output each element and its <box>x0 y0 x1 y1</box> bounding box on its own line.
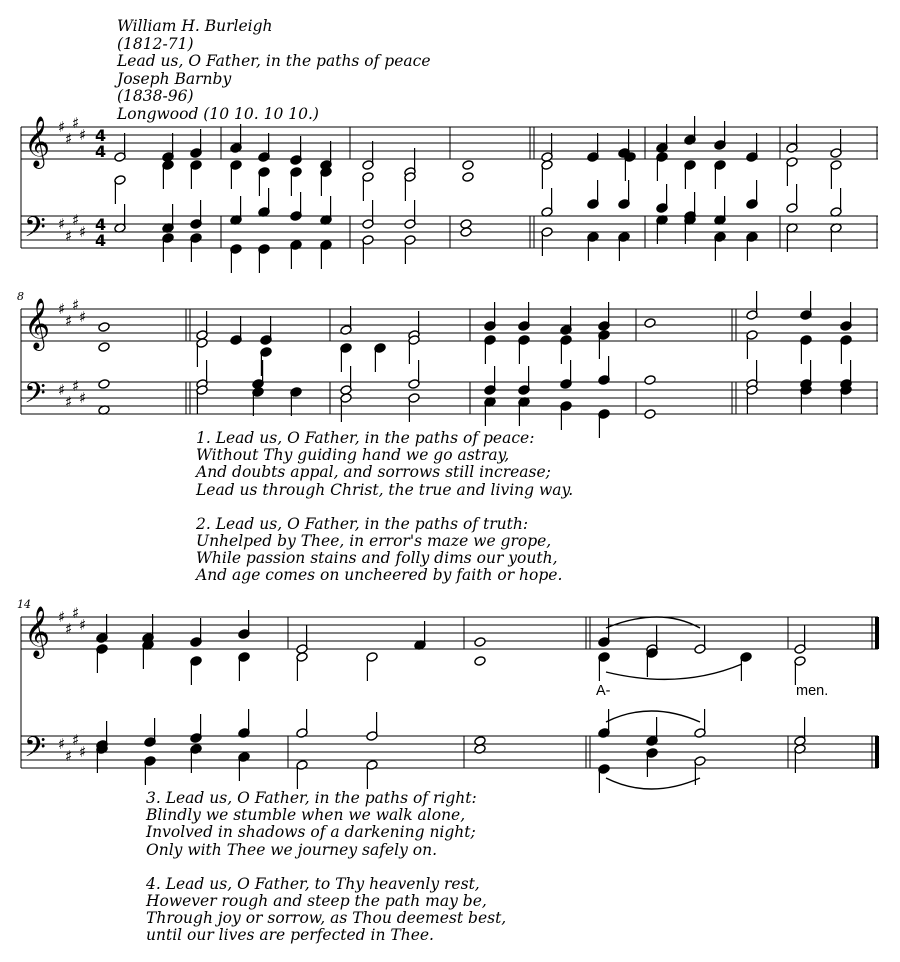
key-signature-sharp-icon: ♯ <box>58 300 66 318</box>
verse-line: And doubts appal, and sorrows still increase; <box>196 463 551 482</box>
time-signature-top: 4 <box>95 215 107 234</box>
lyric-amen-1: A- <box>596 683 611 699</box>
verse-line: 1. Lead us, O Father, in the paths of peace: <box>196 429 535 447</box>
key-signature-sharp-icon: ♯ <box>58 608 66 626</box>
measure-number-8: 8 <box>17 290 24 303</box>
verse-line: Blindly we stumble when we walk alone, <box>146 806 466 825</box>
treble-clef-icon: 𝄞 <box>24 298 51 349</box>
verse-line: 2. Lead us, O Father, in the paths of truth: <box>196 514 529 533</box>
key-signature-sharp-icon: ♯ <box>65 312 73 330</box>
note-head <box>462 172 474 183</box>
note-head <box>98 379 110 390</box>
author-dates: (1812-71) <box>117 34 194 53</box>
verse-line: until our lives are perfected in Thee. <box>146 926 434 945</box>
key-signature-sharp-icon: ♯ <box>58 381 66 399</box>
key-signature-sharp-icon: ♯ <box>79 308 87 326</box>
note-head <box>644 318 656 329</box>
key-signature-sharp-icon: ♯ <box>72 296 80 314</box>
time-signature-bottom: 4 <box>95 231 107 250</box>
key-signature-sharp-icon: ♯ <box>72 377 80 395</box>
bass-clef-icon: 𝄢 <box>24 211 46 251</box>
verses-1-2 <box>196 430 573 585</box>
key-signature-sharp-icon: ♯ <box>65 747 73 765</box>
verse-line: And age comes on uncheered by faith or hope. <box>196 566 563 585</box>
verses-3-4 <box>146 790 506 945</box>
key-signature-sharp-icon: ♯ <box>79 616 87 634</box>
key-signature-sharp-icon: ♯ <box>72 211 80 229</box>
verse-line: Involved in shadows of a darkening night; <box>146 823 476 842</box>
key-signature-sharp-icon: ♯ <box>58 215 66 233</box>
verse-line: Through joy or sorrow, as Thou deemest best, <box>146 909 507 928</box>
treble-clef-icon: 𝄞 <box>24 606 51 657</box>
key-signature-sharp-icon: ♯ <box>72 114 80 132</box>
key-signature-sharp-icon: ♯ <box>72 731 80 749</box>
verse-line: However rough and steep the path may be, <box>146 892 487 911</box>
slur <box>606 778 700 789</box>
bass-clef-icon: 𝄢 <box>24 377 46 417</box>
verse-line: 3. Lead us, O Father, in the paths of right: <box>146 789 477 807</box>
time-signature-top: 4 <box>95 126 107 145</box>
stanza-gap <box>196 499 573 516</box>
key-signature-sharp-icon: ♯ <box>72 604 80 622</box>
note-head <box>98 322 110 333</box>
composer-name: Joseph Barnby <box>117 69 232 88</box>
stanza-gap <box>146 859 506 876</box>
verse-line: Without Thy guiding hand we go astray, <box>196 446 510 465</box>
key-signature-sharp-icon: ♯ <box>65 130 73 148</box>
key-signature-sharp-icon: ♯ <box>79 743 87 761</box>
key-signature-sharp-icon: ♯ <box>58 118 66 136</box>
hymn-title: Lead us, O Father, in the paths of peace <box>117 52 431 71</box>
key-signature-sharp-icon: ♯ <box>79 223 87 241</box>
treble-clef-icon: 𝄞 <box>24 116 51 167</box>
time-signature-bottom: 4 <box>95 142 107 161</box>
key-signature-sharp-icon: ♯ <box>58 735 66 753</box>
key-signature-sharp-icon: ♯ <box>79 389 87 407</box>
note-head <box>644 375 656 386</box>
key-signature-sharp-icon: ♯ <box>79 126 87 144</box>
lyric-amen-2: men. <box>796 683 829 699</box>
note-head <box>644 409 656 420</box>
note-head <box>98 342 110 353</box>
verse-line: Only with Thee we journey safely on. <box>146 840 438 859</box>
slur <box>606 711 700 722</box>
note-head <box>474 637 486 648</box>
note-head <box>474 656 486 667</box>
key-signature-sharp-icon: ♯ <box>65 620 73 638</box>
verse-line: While passion stains and folly dims our youth, <box>196 549 558 568</box>
note-head <box>474 744 486 755</box>
key-signature-sharp-icon: ♯ <box>65 393 73 411</box>
slur <box>606 617 700 628</box>
verse-line: Lead us through Christ, the true and living way. <box>196 480 574 499</box>
tune-name: Longwood (10 10. 10 10.) <box>117 104 319 123</box>
verse-line: 4. Lead us, O Father, to Thy heavenly rest, <box>146 874 480 893</box>
measure-number-14: 14 <box>17 598 31 611</box>
note-head <box>462 160 474 171</box>
slur <box>606 664 742 679</box>
key-signature-sharp-icon: ♯ <box>65 227 73 245</box>
bass-clef-icon: 𝄢 <box>24 731 46 771</box>
composer-dates: (1838-96) <box>117 87 194 106</box>
note-head <box>460 227 472 238</box>
verse-line: Unhelped by Thee, in error's maze we grope, <box>196 532 552 551</box>
author-name: William H. Burleigh <box>117 17 273 35</box>
